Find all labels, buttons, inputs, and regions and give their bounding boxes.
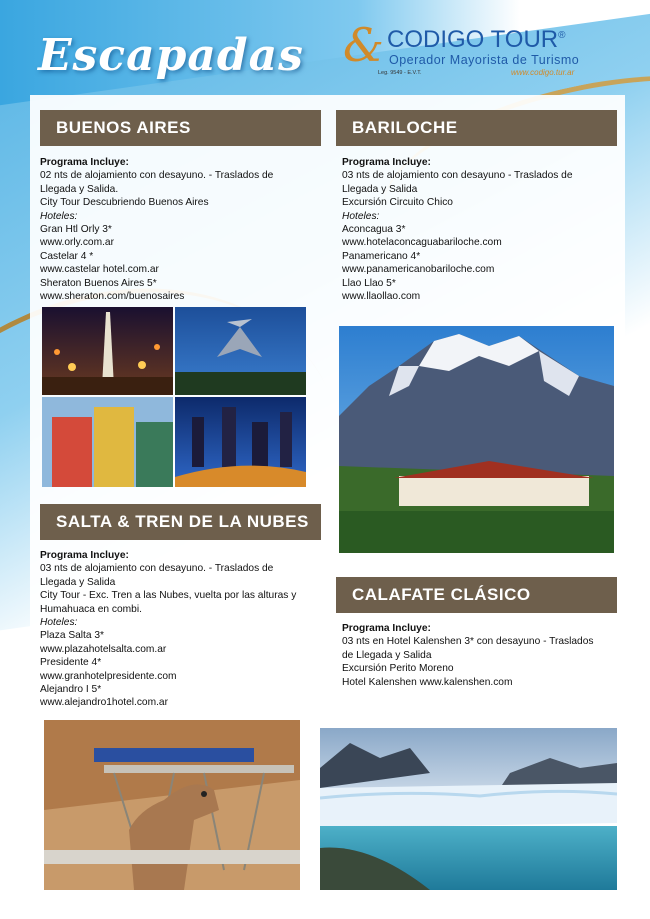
hotel-url[interactable]: www.hotelaconcaguabariloche.com [342,237,502,249]
hoteles-label: Hoteles: [40,617,78,629]
program-line: 02 nts de alojamiento con desayuno. - Traslados de [40,170,274,182]
program-line: 03 nts de alojamiento con desayuno. - Traslados de [40,563,274,575]
hotel-url[interactable]: www.plazahotelsalta.com.ar [40,643,167,655]
section-heading-bariloche: BARILOCHE [336,110,617,146]
calafate-glacier-photo [320,728,617,890]
program-line: City Tour Descubriendo Buenos Aires [40,197,209,209]
program-line: Excursión Circuito Chico [342,197,453,209]
programa-label: Programa Incluye: [342,623,431,634]
hoteles-label: Hoteles: [40,210,78,222]
brand-logo [343,18,593,82]
hotel-url[interactable]: www.granhotelpresidente.com [40,670,177,682]
hotel-name: Llao Llao 5* [342,277,396,289]
program-line[interactable]: Hotel Kalenshen www.kalenshen.com [342,676,513,688]
salta-details [40,549,296,710]
programa-label: Programa Incluye: [40,550,129,561]
programa-label: Programa Incluye: [40,157,129,168]
logo-tagline: Operador Mayorista de Turismo [389,53,580,67]
salta-train-llama-photo [44,720,300,890]
section-heading-buenos-aires: BUENOS AIRES [40,110,321,146]
logo-legajo: Leg. 9549 - E.V.T. [378,70,422,76]
buenos-aires-details [40,156,273,303]
buenos-aires-photo-collage [42,307,306,487]
program-line: 03 nts de alojamiento con desayuno - Traslados de [342,170,573,182]
section-heading-salta: SALTA & TREN DE LA NUBES [40,504,321,540]
bariloche-mountain-photo [339,326,614,553]
hotel-name: Aconcagua 3* [342,224,406,236]
hotel-name: Castelar 4 * [40,250,94,262]
page-title: Escapadas [38,30,304,81]
program-line: City Tour - Exc. Tren a las Nubes, vuelta por las alturas y [40,590,297,602]
program-line: de Llegada y Salida [342,649,432,661]
ampersand-logo-icon: & [343,18,384,72]
program-line: 03 nts en Hotel Kalenshen 3* con desayuno - Traslados [342,636,594,648]
logo-url[interactable]: www.codigo.tur.ar [511,68,575,77]
program-line: Llegada y Salida. [40,183,119,195]
hotel-name: Alejandro I 5* [40,684,102,696]
hotel-url[interactable]: www.sheraton.com/buenosaires [40,291,185,303]
hotel-url[interactable]: www.castelar hotel.com.ar [40,264,159,276]
hotel-name: Presidente 4* [40,657,102,669]
logo-registered: ® [558,30,566,41]
program-line: Excursión Perito Moreno [342,663,454,675]
programa-label: Programa Incluye: [342,157,431,168]
hotel-name: Sheraton Buenos Aires 5* [40,277,157,289]
section-heading-calafate: CALAFATE CLÁSICO [336,577,617,613]
program-line: Llegada y Salida [342,183,418,195]
hotel-name: Plaza Salta 3* [40,630,104,642]
hotel-url[interactable]: www.alejandro1hotel.com.ar [40,697,168,709]
hotel-url[interactable]: www.llaollao.com [342,291,421,303]
hotel-url[interactable]: www.panamericanobariloche.com [342,264,495,276]
calafate-details [342,622,593,689]
bariloche-details [342,156,573,303]
program-line: Humahuaca en combi. [40,603,142,615]
hoteles-label: Hoteles: [342,210,380,222]
hotel-name: Panamericano 4* [342,250,421,262]
logo-name: CODIGO TOUR [387,26,559,53]
hotel-name: Gran Htl Orly 3* [40,224,112,236]
hotel-url[interactable]: www.orly.com.ar [40,237,114,249]
program-line: Llegada y Salida [40,576,116,588]
